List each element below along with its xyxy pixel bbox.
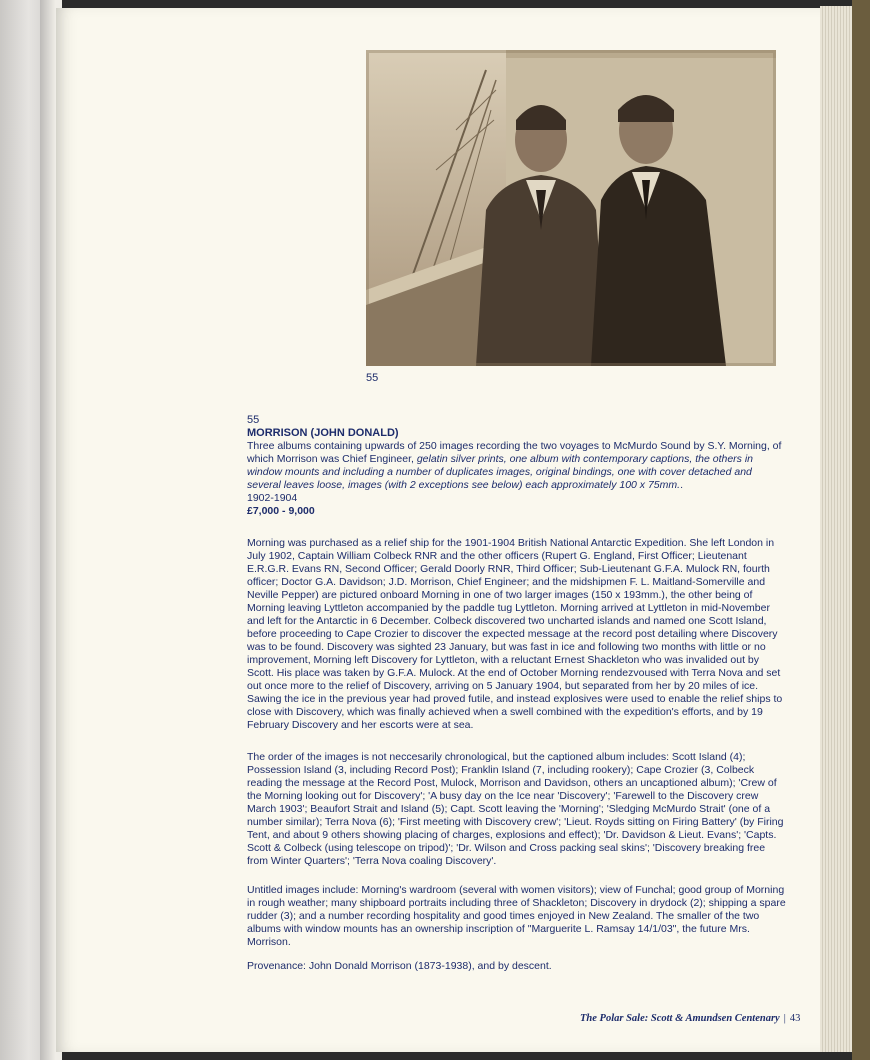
photo-caption-number: 55 [366,372,379,384]
book-cover-edge [852,0,870,1060]
lot-description-end: . [680,479,683,491]
page-stack-edge [820,6,856,1052]
lot-description [247,440,787,492]
paragraph-untitled-images: Untitled images include: Morning's wardroom (several with women visitors); view of Funchal; good group of Morning in rough weather; many shipboard portraits including three of Shackleton; Discovery in drydock (2); shipping a spare rudder (3); and a number recording hospitality and good times enjoyed in New Zealand. The smaller of the two albums with window mounts has an ownership inscription of "Marguerite L. Ramsay 14/1/03", the future Mrs. Morrison. [247,884,786,948]
lot-number: 55 [247,414,260,426]
paragraph-provenance: Provenance: John Donald Morrison (1873-1938), and by descent. [247,960,552,972]
lot-photograph [366,50,776,366]
lot-description-text: Three albums containing upwards of 250 images recording the two voyages to McMurdo Sound by S.Y. Morning, of which Morrison was Chief Engineer, [247,440,782,465]
two-men-portrait-image [366,50,776,366]
paragraph-captioned-album: The order of the images is not neccesarily chronological, but the captioned album includes: Scott Island (4); Possession Island (3, including Record Post); Franklin Island (7, including rookery); Cape Crozier (3, Colbeck reading the message at the Record Post, Mulock, Morrison and Davidson, others an uncaptioned album); 'Crew of the Morning looking out for Discovery'; 'A busy day on the Ice near 'Discovery'; 'Farewell to the Discovery crew March 1903'; Beaufort Strait and Island (5); Capt. Scott leaving the 'Morning'; 'Sledging McMurdo Strait' (one of a number similar); Terra Nova (6); 'First meeting with Discovery crew'; 'Lieut. Royds sitting on Firing Battery' (by Firing Tent, and about 9 others showing placing of charges, explosions and effect); 'Dr. Davidson & Lieut. Evans'; 'Capts. Scott & Colbeck (using telescope on tripod)'; 'Dr. Wilson and Cross packing seal skins'; 'Discovery breaking free from Winter Quarters'; 'Terra Nova coaling Discovery'. [247,751,784,867]
footer-separator: | [783,1013,786,1024]
lot-description-italic: gelatin silver prints, one album with contemporary captions, the others in window mounts and including a number of duplicates images, original bindings, one with cover detached and several leaves loose, images (with 2 exceptions see below) each approximately 100 x 75mm. [247,453,753,491]
footer-page-number: 43 [789,1013,801,1024]
footer-title: The Polar Sale: Scott & Amundsen Centenary [580,1013,780,1024]
lot-title: MORRISON (JOHN DONALD) [247,427,399,439]
paragraph-history: Morning was purchased as a relief ship for the 1901-1904 British National Antarctic Expedition. She left London in July 1902, Captain William Colbeck RNR and the other officers (Rupert G. England, First Officer; Lieutenant E.R.G.R. Evans RN, Second Officer; Gerald Doorly RNR, Third Officer; Sub-Lieutenant G.F.A. Mulock RN, fourth officer; Doctor G.A. Davidson; J.D. Morrison, Chief Engineer; and the midshipmen F. L. Maitland-Somerville and Neville Pepper) are pictured onboard Morning in one of two larger images (150 x 193mm.), the other being of Morning leaving Lyttleton accompanied by the paddle tug Lyttleton. Morning arrived at Lyttleton in mid-November and left for the Antarctic in 6 December. Colbeck discovered two uncharted islands and named one Scott Island, before proceeding to Cape Crozier to discover the expected message at the record post detailing where Discovery was to be found. Discovery was sighted 23 January, but was fast in ice and following two months with little or no improvement, Morning left Discovery for Lyttleton, with a reluctant Ernest Shackleton who was invalided out by Scott. His place was taken by G.F.A. Mulock. At the end of October Morning rendezvoused with Terra Nova and set out once more to the relief of Discovery, arriving on 5 January 1904, but separated from her by 20 miles of ice. Sawing the ice in the previous year had proved futile, and instead explosives were used to enable the relief ships to close with Discovery, which was finally achieved when a swell combined with the expedition's efforts, and by 19 February Discovery and her escorts were at sea. [247,537,783,731]
page-footer [580,1013,800,1024]
lot-entry [247,414,787,518]
lot-estimate: £7,000 - 9,000 [247,505,315,517]
lot-dates: 1902-1904 [247,492,298,504]
